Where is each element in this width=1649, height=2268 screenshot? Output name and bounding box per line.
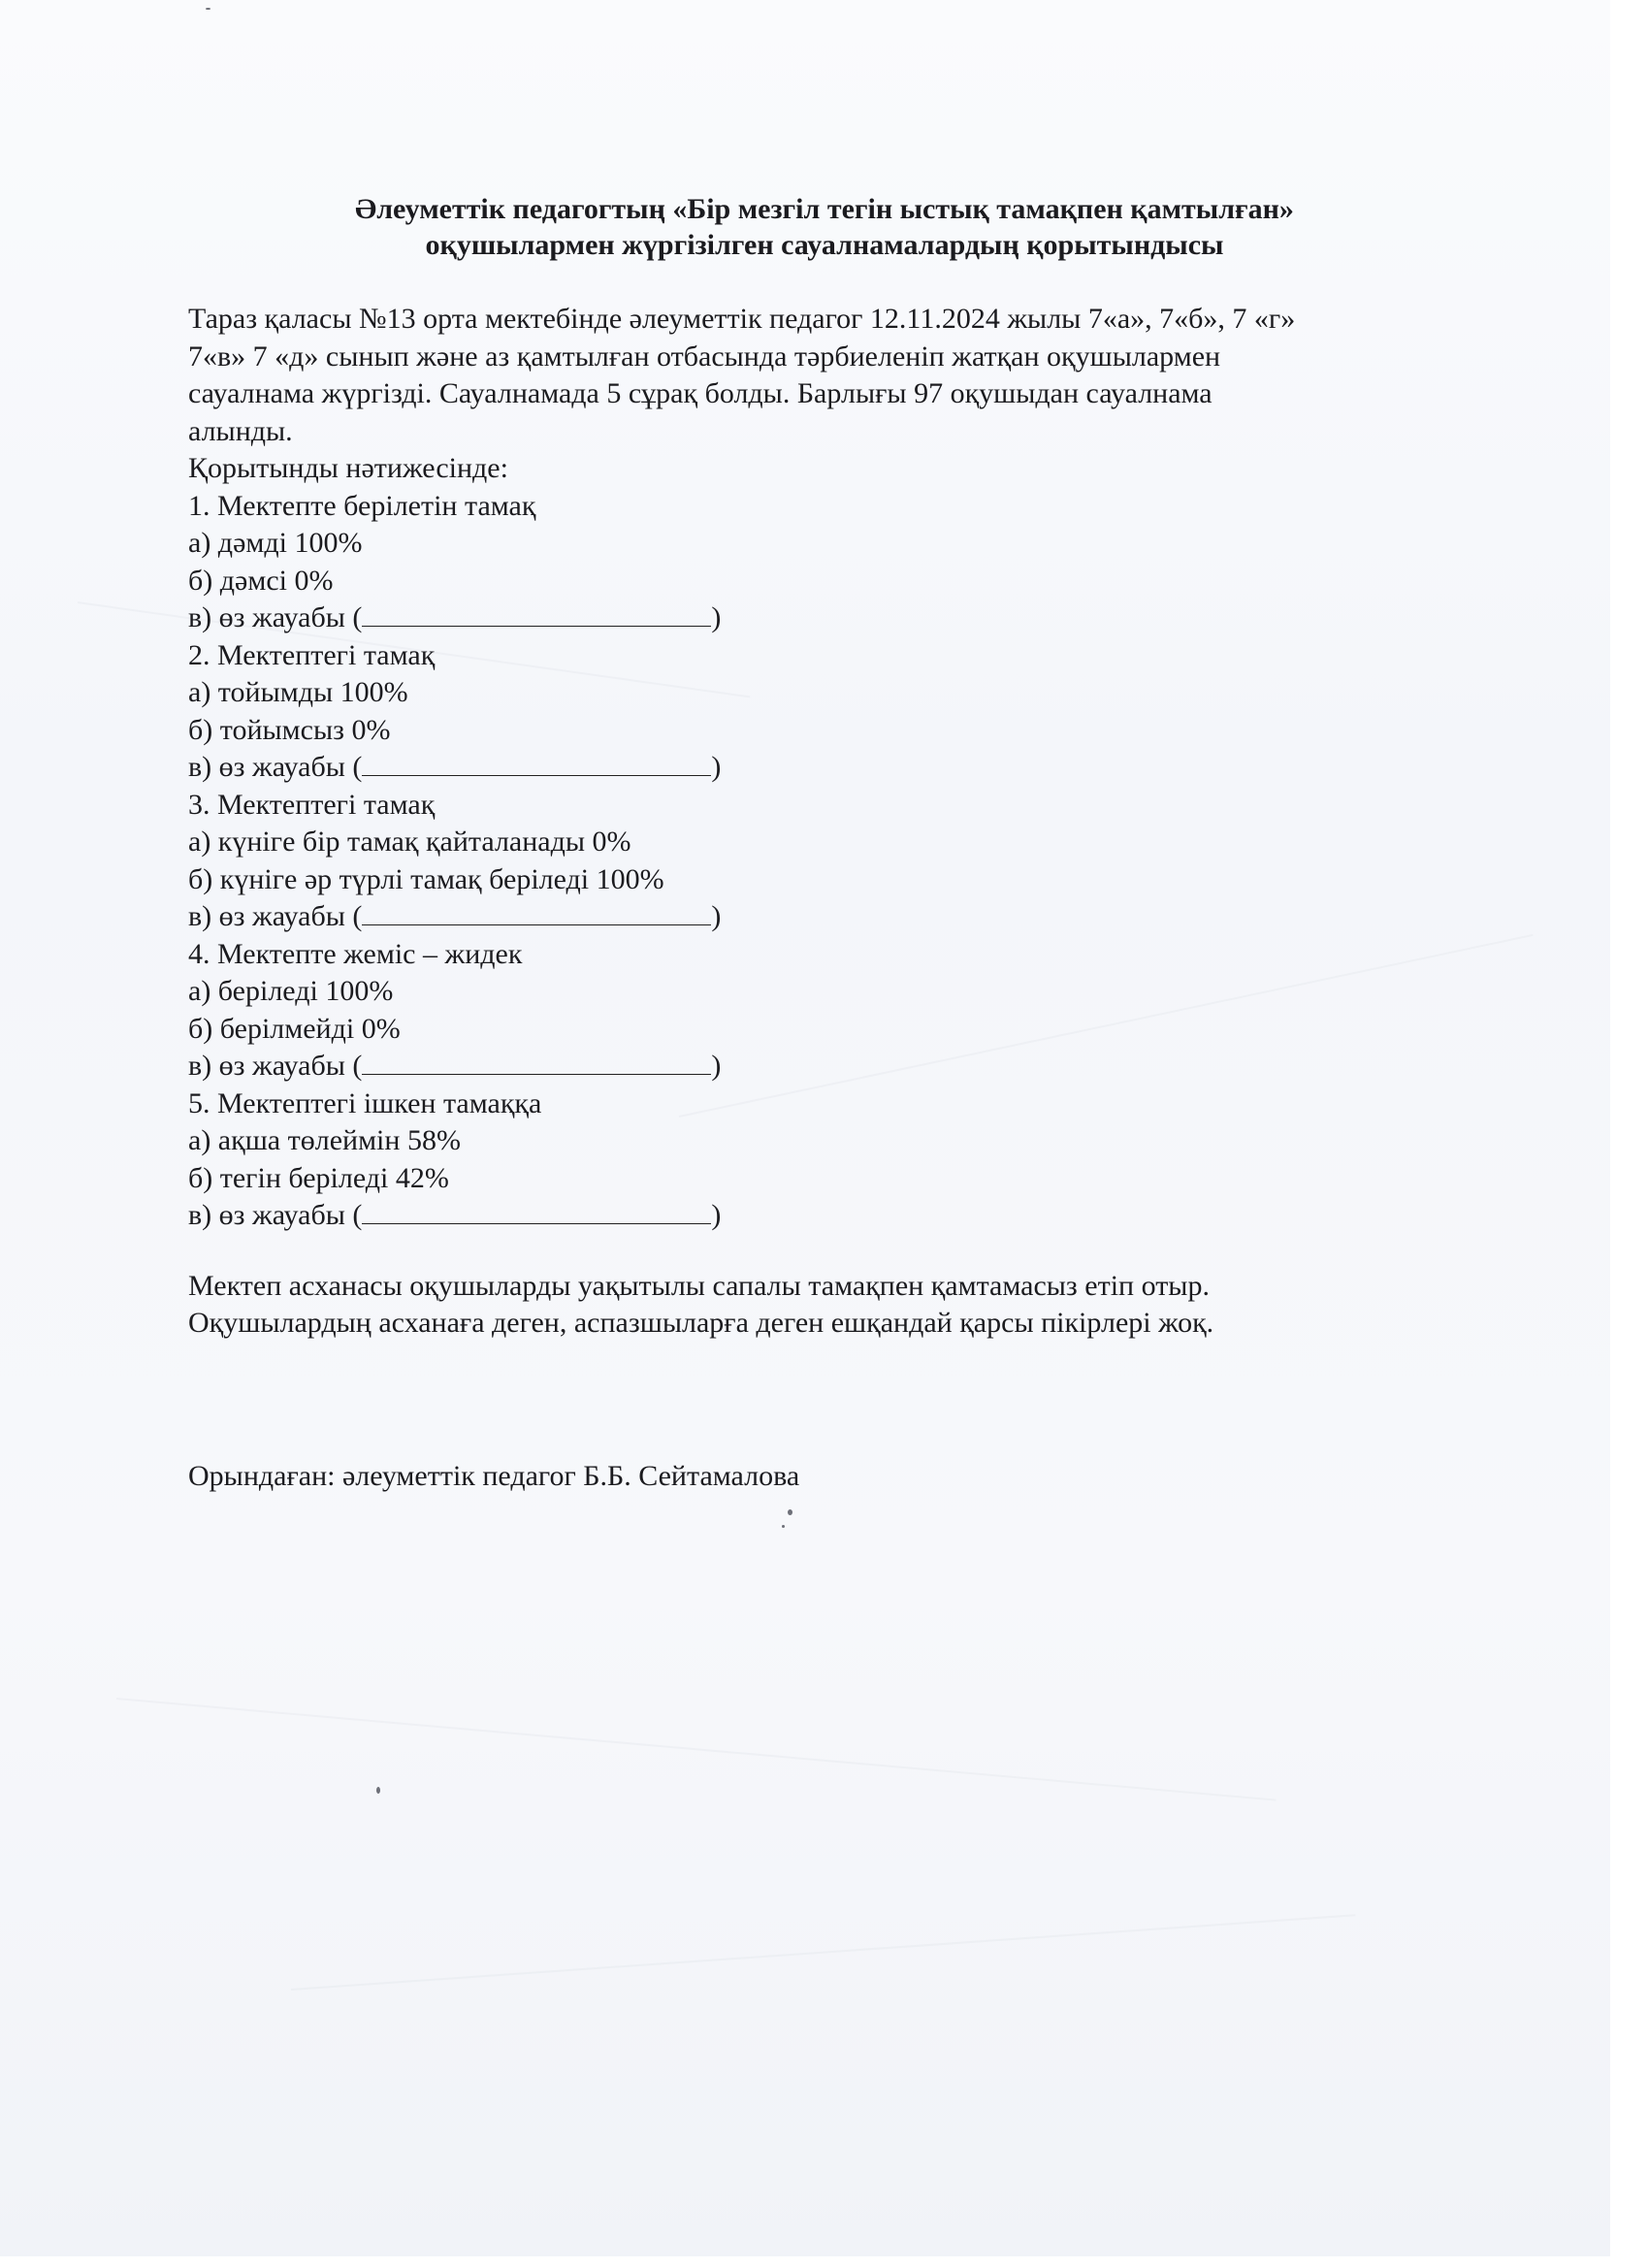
own-answer-blank bbox=[362, 750, 711, 776]
results-heading: Қорытынды нәтижесінде: bbox=[188, 452, 508, 484]
question-block bbox=[188, 1085, 1459, 1235]
answer-option-b: б) берілмейді 0% bbox=[188, 1012, 401, 1045]
question-block bbox=[188, 787, 1459, 936]
conclusion-line: Мектеп асханасы оқушыларды уақытылы сапалы тамақпен қамтамасыз етіп отыр. bbox=[188, 1270, 1210, 1302]
question-block bbox=[188, 637, 1459, 787]
question-title: 2. Мектептегі тамақ bbox=[188, 638, 436, 671]
scan-speck bbox=[782, 1525, 785, 1528]
answer-option-b: б) тегін беріледі 42% bbox=[188, 1161, 449, 1194]
answer-option-a: а) ақша төлеймін 58% bbox=[188, 1124, 461, 1156]
answer-option-b: б) күнігe әр түрлі тамақ беріледі 100% bbox=[188, 862, 664, 895]
paper-crease bbox=[116, 1698, 1277, 1801]
scan-speck bbox=[376, 1787, 380, 1794]
answer-option-c bbox=[188, 898, 1459, 936]
answer-option-c bbox=[188, 1048, 1459, 1085]
own-answer-close: ) bbox=[711, 601, 722, 633]
intro-line: Тараз қаласы №13 орта мектебінде әлеуметтік педагог 12.11.2024 жылы 7«а», 7«б», 7 «г» bbox=[188, 303, 1296, 335]
intro-line: сауалнама жүргізді. Сауалнамада 5 сұрақ болды. Барлығы 97 оқушыдан сауалнама bbox=[188, 377, 1212, 409]
scan-speck bbox=[788, 1509, 792, 1515]
scan-speck bbox=[206, 8, 210, 10]
own-answer-blank bbox=[362, 600, 711, 627]
own-answer-label: в) өз жауабы ( bbox=[188, 751, 363, 783]
conclusion-line: Оқушылардың асханаға деген, аспазшыларға деген ешқандай қарсы пікірлері жоқ. bbox=[188, 1307, 1214, 1339]
intro-line: алынды. bbox=[188, 414, 293, 447]
title-line-2: оқушылармен жүргізілген сауалнамалардың қорытындысы bbox=[425, 229, 1224, 261]
document-body bbox=[188, 301, 1459, 1235]
own-answer-label: в) өз жауабы ( bbox=[188, 1050, 363, 1082]
own-answer-close: ) bbox=[711, 1050, 722, 1082]
question-title: 3. Мектептегі тамақ bbox=[188, 788, 436, 821]
answer-option-a: а) тойымды 100% bbox=[188, 676, 408, 708]
own-answer-blank bbox=[362, 1198, 711, 1224]
answer-option-c bbox=[188, 749, 1459, 787]
title-line-1: Әлеуметтік педагогтың «Бір мезгіл тегін ыстық тамақпен қамтылған» bbox=[355, 193, 1294, 225]
scan-margin-right bbox=[1610, 0, 1649, 2268]
question-title: 5. Мектептегі ішкен тамаққа bbox=[188, 1086, 542, 1119]
own-answer-close: ) bbox=[711, 900, 722, 932]
question-title: 4. Мектепте жеміс – жидек bbox=[188, 937, 523, 970]
own-answer-close: ) bbox=[711, 751, 722, 783]
signature-line: Орындаған: әлеуметтік педагог Б.Б. Сейтамалова bbox=[188, 1460, 800, 1492]
document-title bbox=[194, 191, 1455, 263]
question-block bbox=[188, 488, 1459, 637]
answer-option-c bbox=[188, 599, 1459, 637]
own-answer-label: в) өз жауабы ( bbox=[188, 601, 363, 633]
scan-margin-bottom bbox=[0, 2256, 1649, 2268]
question-title: 1. Мектепте берілетін тамақ bbox=[188, 489, 536, 522]
answer-option-b: б) тойымсыз 0% bbox=[188, 713, 391, 746]
question-block bbox=[188, 936, 1459, 1085]
conclusion-paragraph bbox=[188, 1268, 1213, 1342]
own-answer-close: ) bbox=[711, 1199, 722, 1231]
answer-option-c bbox=[188, 1197, 1459, 1235]
paper-crease bbox=[291, 1914, 1355, 1991]
intro-line: 7«в» 7 «д» сынып және аз қамтылған отбасында тәрбиеленіп жатқан оқушылармен bbox=[188, 340, 1221, 373]
own-answer-blank bbox=[362, 899, 711, 925]
own-answer-label: в) өз жауабы ( bbox=[188, 1199, 363, 1231]
answer-option-a: а) беріледі 100% bbox=[188, 975, 394, 1007]
answer-option-a: а) дәмді 100% bbox=[188, 527, 363, 559]
own-answer-label: в) өз жауабы ( bbox=[188, 900, 363, 932]
own-answer-blank bbox=[362, 1049, 711, 1075]
answer-option-b: б) дәмсі 0% bbox=[188, 564, 334, 597]
answer-option-a: а) күнігe бір тамақ қайталанады 0% bbox=[188, 826, 631, 858]
